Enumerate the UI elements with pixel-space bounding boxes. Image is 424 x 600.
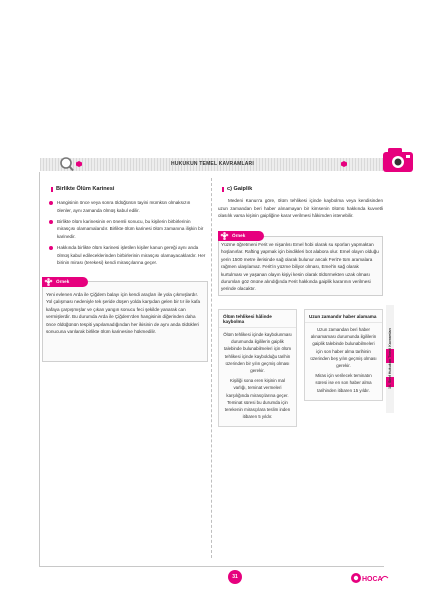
info-card-paragraph: Miras için verilecek teminatın süresi ise en son haber alma tarihinden itibaren 15 yıldır. xyxy=(315,373,372,393)
page-number: 31 xyxy=(228,570,242,584)
list-item xyxy=(48,218,206,241)
info-card-uzun-zaman xyxy=(304,309,383,401)
bullet-text: Birlikte ölüm karinesinin en önemli sonucu, bu kişilerin birbirlerinin mirasçısı olamamalarıdır. Birlikte ölüm karinesi ölüm zamanına ilişkin bir karinedir. xyxy=(57,218,204,239)
list-item xyxy=(48,244,206,267)
info-card-paragraph: Uzun zamandan beri haber alınamaması durumunda ilgililerin gaiplik talebinde bulunabilmeleri için son haber alma tarihinin üzerinden beş yılın geçmiş olması gerekir. xyxy=(310,327,377,369)
info-card-body xyxy=(219,328,296,426)
header-title: HUKUKUN TEMEL KAVRAMLARI xyxy=(171,161,254,167)
camera-badge-icon xyxy=(382,146,416,174)
bullet-dot-icon xyxy=(49,201,53,205)
bullet-dot-icon xyxy=(49,246,53,250)
side-tab-label: 10. Sınıf Hukukun Temel Kavramları xyxy=(388,328,392,390)
column-divider xyxy=(211,178,212,558)
bullet-list xyxy=(48,199,206,270)
example-text-left: Yeni evlenen Arda ile Çiğdem balayı için kendi araçları ile yola çıkmışlardır. Yol çalışması nedeniyle tek şeride düşen yolda karşıdan gelen bir tır ile kafa kafaya çarpışmışlar ve çıkan yangın sonucu feci şekilde yanarak can vermişlerdir. Bu durumda Arda ile Çiğdem'den hangisinin diğerinden daha önce öldüğünün tespiti yapılamadığından her ikisinin de aynı anda öldükleri sonucuna varılarak birlikte ölüm karinesine hükmedilir. xyxy=(46,292,201,335)
example-label-text: Örnek xyxy=(56,279,70,284)
example-label-right xyxy=(218,231,264,241)
section-heading-birlikte-olum: Birlikte Ölüm Karinesi xyxy=(56,186,115,192)
header-band xyxy=(40,158,385,171)
flower-icon xyxy=(220,232,229,240)
info-card-olum-tehlikesi xyxy=(218,309,297,427)
bullet-text: Hakkında birlikte ölüm karinesi işletilen kişiler kanun gereği aynı anda ölmüş kabul edileceklerinden birbirlerinin mirasçısı olamayacaklardır. Her birinin mirası (terekesi) kendi mirasçılarına geçer. xyxy=(57,244,206,266)
bullet-dot-icon xyxy=(49,220,53,224)
info-card-paragraph: Ölüm tehlikesi içinde kaybolunması durumunda ilgililerin gaiplik talebinde bulunabilmeleri için ölüm tehlikesi içinde kaybolduğu tarihin üzerinden bir yılın geçmiş olması gerekir. xyxy=(223,332,292,374)
flower-icon xyxy=(44,278,53,286)
publisher-logo-icon xyxy=(350,571,390,585)
example-label-left xyxy=(42,277,88,287)
page-frame-bottom xyxy=(39,566,384,567)
example-label-text: Örnek xyxy=(232,233,246,238)
info-card-title: Ölüm tehlikesi hâlinde kaybolma xyxy=(219,310,296,328)
list-item xyxy=(48,199,206,214)
hexagon-icon xyxy=(76,161,82,167)
info-card-title: Uzun zamandır haber alamama xyxy=(305,310,382,323)
info-card-body xyxy=(305,323,382,400)
section-heading-gaiplik: c) Gaiplik xyxy=(227,186,253,192)
hexagon-icon xyxy=(341,161,347,167)
example-text-right: Yüzme öğretmeni Ferit ve nişanlısı Emel hobi olarak su sporları yapmaktan hoşlanırlar. Rafting yapmak için bindikleri bot alabora olur. Emel olayın olduğu yerin 1500 metre ilerisinde sağ olarak bulunur ancak Ferit'e tüm aramalara rağmen ulaşılamaz. Ferit'in yüzme biliyor olması, Emel'in sağ olarak kurtulması ve yaşanan olayın kişiyi kesin olarak öldürmekten uzak olması durumları göz önüne alındığında Ferit hakkında gaiplik kararının verilmesi yerinde olacaktır. xyxy=(221,242,379,292)
magnifier-icon xyxy=(58,156,74,172)
page-frame-left xyxy=(39,172,40,567)
gaiplik-intro-paragraph: Medeni Kanun'a göre, ölüm tehlikesi içinde kaybolma veya kendisinden uzun zamandan beri haber alınamayan bir kimsenin ölümü hakkında kuvvetli olasılık varsa kişinin gaipliğine karar verilmesi hâkimden istenebilir. xyxy=(218,198,383,219)
info-card-paragraph: Kişiliği sona eren kişinin mal varlığı, teminat vermeleri karşılığında mirasçılarına geçer. Teminat süresi bu durumda için terekenin mirasçılara teslim inden itibaren 5 yıldır. xyxy=(224,378,291,420)
bullet-text: Hangisinin önce veya sonra öldüğünün tayini mümkün olmaksızın ölenler, aynı zamanda ölmüş kabul edilir. xyxy=(57,200,191,213)
logo-text: HOCA xyxy=(362,576,383,583)
